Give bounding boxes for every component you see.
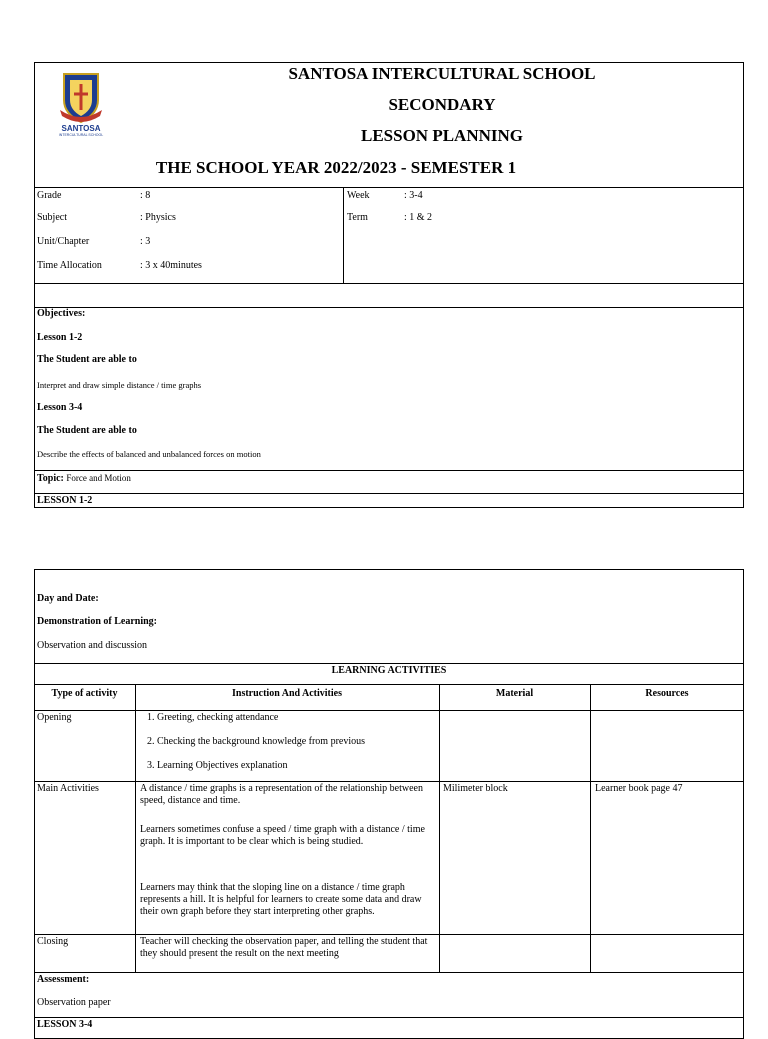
week-label: Week	[347, 190, 370, 201]
level-title: SECONDARY	[388, 95, 496, 114]
topic-value: Force and Motion	[66, 473, 131, 483]
topic-label: Topic:	[37, 473, 64, 484]
subject-value: : Physics	[140, 212, 176, 223]
main-paragraph-3: Learners may think that the sloping line on a distance / time graph represents a hill. It is helpful for learners to create some data and draw their own graph before they start interpreting other graphs.	[140, 882, 422, 917]
next-lesson-heading: LESSON 3-4	[37, 1019, 93, 1030]
col-instruction: Instruction And Activities	[231, 688, 342, 699]
time-label: Time Allocation	[37, 260, 102, 271]
subject-label: Subject	[37, 212, 67, 223]
grade-value: : 8	[140, 190, 151, 201]
assessment-label: Assessment:	[37, 974, 90, 985]
unit-value: : 3	[140, 236, 151, 247]
logo-subtext: INTERCULTURAL SCHOOL	[58, 133, 104, 137]
able-to-2: The Student are able to	[37, 425, 137, 436]
main-resources: Learner book page 47	[595, 783, 683, 794]
week-value: : 3-4	[404, 190, 423, 201]
main-paragraph-1: A distance / time graphs is a representation of the relationship between speed, distance and time.	[140, 783, 423, 806]
school-logo	[50, 70, 112, 142]
day-date-label: Day and Date:	[37, 593, 99, 604]
doc-title: LESSON PLANNING	[360, 126, 523, 145]
able-to-1: The Student are able to	[37, 354, 137, 365]
topic-row	[37, 472, 131, 485]
main-paragraph-2: Learners sometimes confuse a speed / time graph with a distance / time graph. It is important to be clear which is being studied.	[140, 824, 425, 847]
opening-item-2: 2. Checking the background knowledge from previous	[147, 736, 366, 747]
col-resources: Resources	[645, 688, 689, 699]
term-value: : 1 & 2	[404, 212, 433, 223]
demo-label: Demonstration of Learning:	[37, 616, 157, 627]
opening-item-1: 1. Greeting, checking attendance	[147, 712, 279, 723]
assessment-value: Observation paper	[37, 997, 111, 1008]
objective-2: Describe the effects of balanced and unbalanced forces on motion	[37, 449, 261, 459]
closing-type: Closing	[37, 936, 69, 947]
lesson-heading: LESSON 1-2	[37, 495, 93, 506]
time-value: : 3 x 40minutes	[140, 260, 202, 271]
unit-label: Unit/Chapter	[37, 236, 90, 247]
activities-title: LEARNING ACTIVITIES	[331, 665, 447, 676]
logo-text: SANTOSA	[61, 124, 101, 133]
main-type: Main Activities	[37, 783, 99, 794]
opening-type: Opening	[37, 712, 72, 723]
objective-1: Interpret and draw simple distance / time graphs	[37, 380, 202, 390]
lesson-3-4-label: Lesson 3-4	[37, 402, 83, 413]
main-material: Milimeter block	[443, 783, 508, 794]
col-material: Material	[495, 688, 534, 699]
lesson-1-2-label: Lesson 1-2	[37, 332, 83, 343]
opening-item-3: 3. Learning Objectives explanation	[147, 760, 288, 771]
closing-text: Teacher will checking the observation paper, and telling the student that they should present the result on the next meeting	[140, 936, 428, 959]
demo-value: Observation and discussion	[37, 640, 147, 651]
school-name: SANTOSA INTERCULTURAL SCHOOL	[288, 64, 596, 83]
header-titles	[140, 62, 744, 187]
term-label: Term	[347, 212, 368, 223]
col-type: Type of activity	[51, 688, 118, 699]
grade-label: Grade	[37, 190, 62, 201]
objectives-title: Objectives:	[37, 308, 86, 319]
school-year: THE SCHOOL YEAR 2022/2023 - SEMESTER 1	[155, 158, 517, 177]
